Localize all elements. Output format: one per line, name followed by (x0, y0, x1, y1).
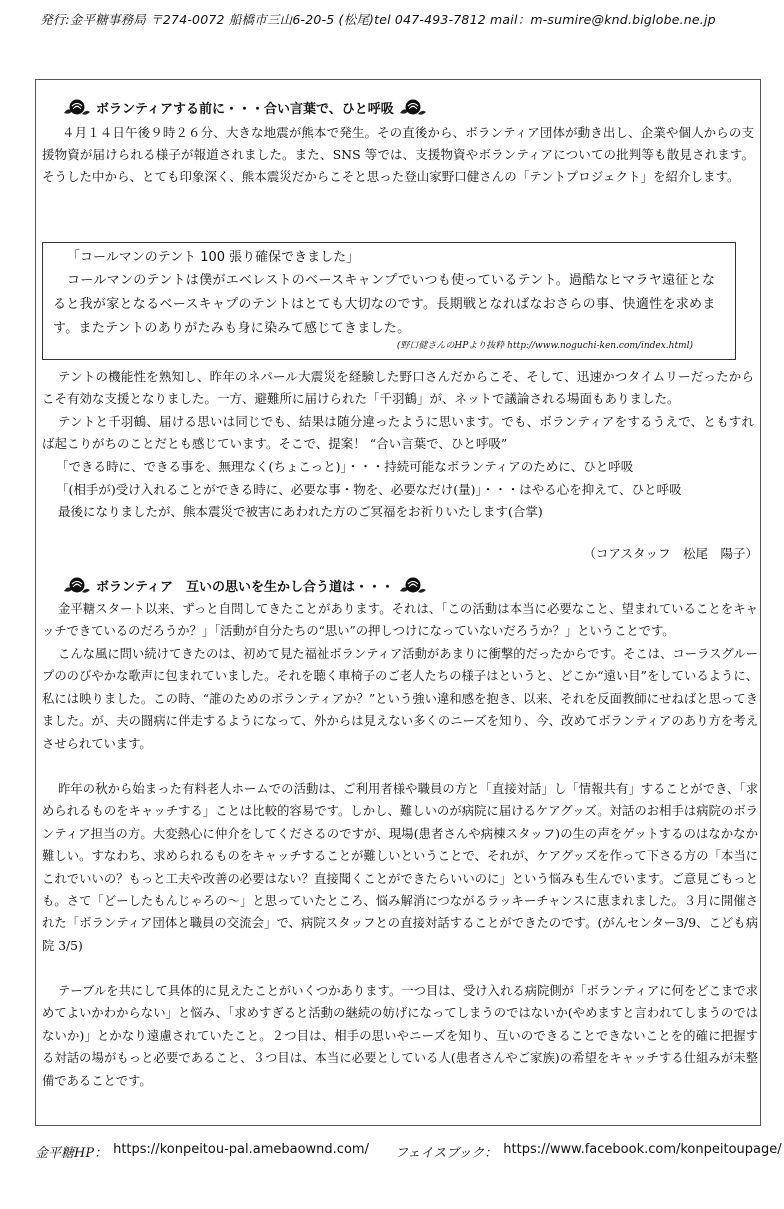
rose-icon (62, 97, 92, 117)
section2-paragraph: こんな風に問い続けてきたのは、初めて見た福祉ボランティア活動があまりに衝撃的だったからです。そこは、コーラスグループののびやかな歌声に包まれていました。それを聴く車椅子のご老人たちの様子はというと、どこか“遠い目”をしているように、私には映りました。この時、“誰のためのボランティアか？”という強い違和感を抱き、以来、それを反面教師にせねばと思ってきました。が、夫の闘病に伴走するようになって、外からは見えない多くのニーズを知り、今、改めてボランティアのあり方を考えさせられています。 (42, 647, 758, 751)
rose-icon (398, 575, 428, 595)
section1-intro: ４月１４日午後９時２６分、大きな地震が熊本で発生。その直後から、ボランティア団体が動き出し、企業や個人からの支援物資が届けられる様子が報道されました。また、SNS 等では、支援物資やボランティアについての批判等も散見されます。そうした中から、とても印象深く、熊本震災だからこそと思った登山家野口健さんの「テントプロジェクト」を紹介します。 (42, 125, 754, 185)
footer (35, 1142, 782, 1161)
section1-paragraph: テントの機能性を熟知し、昨年のネパール大震災を経験した野口さんだからこそ、そして、迅速かつタイムリーだったからこそ有効な支援となりました。一方、避難所に届けられた「千羽鶴」が、ネットで議論される場面もありました。 (42, 369, 754, 407)
quote-title: 「コールマンのテント 100 張り確保できました」 (67, 250, 360, 265)
footer-facebook-link[interactable]: https://www.facebook.com/konpeitoupage/ (503, 1142, 782, 1157)
quote-body: コールマンのテントは僕がエベレストのベースキャンプでいつも使っているテント。過酷なヒマラヤ遠征となると我が家となるベースキャプのテントはとても大切なのです。長期戦となればなおさらの事、快適性を求めます。またテントのありがたみも身に染みて感じてきました。 (53, 273, 716, 336)
footer-hp-label: 金平糖HP： (35, 1146, 108, 1161)
rose-icon (62, 575, 92, 595)
quote-source: (野口健さんのHPより抜粋 http://www.noguchi-ken.com/index.html) (396, 341, 693, 351)
section2-paragraph: 金平糖スタート以来、ずっと自問してきたことがあります。それは、「この活動は本当に必要なこと、望まれていることをキャッチできているのだろうか？」「活動が自分たちの“思い”の押しつけになっていないだろうか？」ということです。 (42, 602, 758, 639)
section1-heading (62, 97, 428, 117)
section2-paragraph: 昨年の秋から始まった有料老人ホームでの活動は、ご利用者様や職員の方と「直接対話」し「情報共有」することができ、「求められるものをキャッチする」ことは比較的容易です。しかし、難しいのが病院に届けるケアグッズ。対話のお相手は病院のボランティア担当の方。大変熱心に仲介をしてくださるのですが、現場(患者さんや病棟スタッフ)の生の声をゲットするのはなかなか難しい。すなわち、求められるものをキャッチすることが難しいということで、それが、ケアグッズを作って下さる方の「本当にこれでいいの？もっと工夫や改善の必要はない？直接聞くことができたらいいのに」という悩みも生んでいます。ご意見ごもっとも。さて「どーしたもんじゃろの～」と思っていたところ、悩み解消につながるラッキーチャンスに恵まれました。３月に開催された「ボランティア団体と職員の交流会」で、病院スタッフとの直接対話することができたのです。(がんセンター3/9、こども病院 3/5) (42, 782, 758, 953)
section2-heading (62, 575, 428, 595)
section1-paragraph: 「できる時に、できる事を、無理なく(ちょこっと)」・・・持続可能なボランティアのために、ひと呼吸 (56, 459, 634, 474)
section2-paragraph: テーブルを共にして具体的に見えたことがいくつかあります。一つ目は、受け入れる病院側が「ボランティアに何をどこまで求めてよいかわからない」と悩み、「求めすぎると活動の継続の妨げになってしまうのではないか(やめますと言われてしまうのではないか)」とかなり遠慮されていたこと。２つ目は、相手の思いやニーズを知り、互いのできることできないことを的確に把握する対話の場がもっと必要であること、３つ目は、本当に必要としている人(患者さんやご家族)の希望をキャッチする仕組みが未整備であることです。 (42, 984, 758, 1088)
section2-title: ボランティア 互いの思いを生かし合う道は・・・ (96, 579, 394, 595)
section1-paragraph: テントと千羽鶴、届ける思いは同じでも、結果は随分違ったように思います。でも、ボランティアをするうえで、ともすれば起こりがちのことだとも感じています。そこで、提案！ “合い言葉で、ひと呼吸” (42, 414, 754, 452)
section1-paragraph: 最後になりましたが、熊本震災で被害にあわれた方のご冥福をお祈りいたします(合掌) (58, 504, 543, 519)
footer-facebook-label: フェイスブック： (394, 1146, 498, 1161)
footer-hp-link[interactable]: https://konpeitou-pal.amebaownd.com/ (113, 1142, 369, 1157)
signature: （コアスタッフ 松尾 陽子） (583, 546, 758, 561)
section1-paragraph: 「(相手が)受け入れることができる時に、必要な事・物を、必要なだけ(量)」・・・はやる心を抑えて、ひと呼吸 (56, 482, 682, 497)
quote-box (42, 242, 736, 360)
rose-icon (398, 97, 428, 117)
section1-title: ボランティアする前に・・・合い言葉で、ひと呼吸 (96, 101, 394, 117)
header-contact-line: 発行:金平糖事務局 〒274-0072 船橋市三山6-20-5 (松尾)tel 047-493-7812 mail：m-sumire@knd.biglobe.ne.jp (40, 12, 716, 27)
